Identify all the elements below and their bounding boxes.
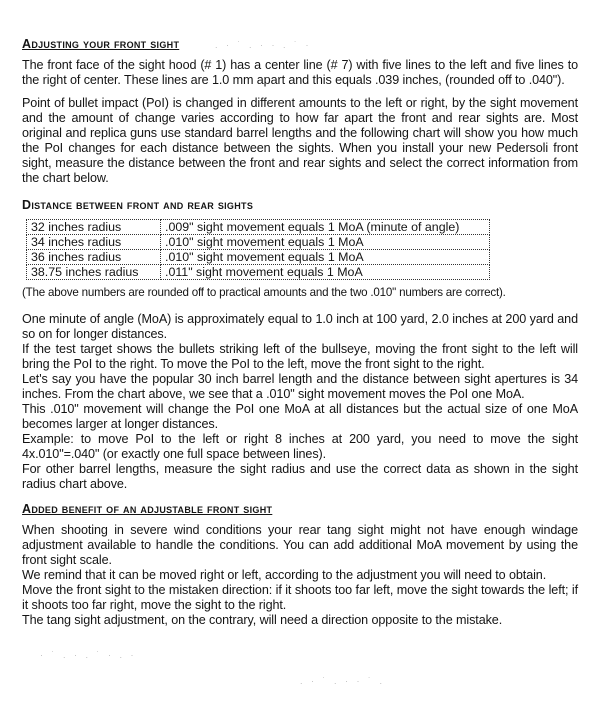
paragraph-tang-sight: The tang sight adjustment, on the contrary, will need a direction opposite to the mistake. (22, 613, 503, 627)
movement-cell: .010" sight movement equals 1 MoA (161, 235, 490, 250)
paragraph-wind-conditions: When shooting in severe wind conditions your rear tang sight might not have enough windage adjustment available to handle the conditions. You can add additional MoA movement by using the front sight scale. (22, 523, 578, 567)
paragraph-remind: We remind that it can be moved right or left, according to the adjustment you will need to obtain. (22, 568, 547, 582)
radius-cell: 38.75 inches radius (27, 265, 161, 280)
paragraph-test-target: If the test target shows the bullets striking left of the bullseye, moving the front sight to the left will bring the PoI to the right. To move the PoI to the left, move the front sight to the right. (22, 342, 578, 371)
table-row (27, 265, 490, 280)
movement-cell: .010" sight movement equals 1 MoA (161, 250, 490, 265)
table-heading: Distance between front and rear sights (22, 198, 254, 212)
paragraph-moa-definition: One minute of angle (MoA) is approximately equal to 1.0 inch at 100 yard, 2.0 inches at 200 yard and so on for longer distances. (22, 312, 578, 341)
paragraph-barrel-example: Let's say you have the popular 30 inch barrel length and the distance between sight apertures is 34 inches. From the chart above, we see that a .010" sight movement moves the PoI one MoA. (22, 372, 578, 401)
scan-noise: . · ˙ . · · ˙ . (300, 676, 385, 686)
sight-radius-table (26, 219, 490, 280)
table-row (27, 250, 490, 265)
section-heading-adjusting: Adjusting your front sight (22, 37, 180, 51)
table-footnote: (The above numbers are rounded off to practical amounts and the two .010" numbers are correct). (22, 286, 506, 299)
paragraph-move-example: Example: to move PoI to the left or right 8 inches at 200 yard, you need to move the sight 4x.010"=.040" (or exactly one full space between lines). (22, 432, 578, 461)
table-row (27, 220, 490, 235)
radius-cell: 32 inches radius (27, 220, 161, 235)
radius-cell: 34 inches radius (27, 235, 161, 250)
paragraph-sight-hood: The front face of the sight hood (# 1) has a center line (# 7) with five lines to the left and five lines to the right of center. These lines are 1.0 mm apart and this equals .039 inches, (rounded off to .040"). (22, 58, 578, 87)
paragraph-other-barrels: For other barrel lengths, measure the sight radius and use the correct data as shown in the sight radius chart above. (22, 462, 578, 491)
movement-cell: .009" sight movement equals 1 MoA (minute of angle) (161, 220, 490, 235)
section-heading-added-benefit: Added benefit of an adjustable front sight (22, 502, 273, 516)
scan-noise: · ˙ . · . ˙ · . · (40, 650, 137, 660)
movement-cell: .011" sight movement equals 1 MoA (161, 265, 490, 280)
scan-noise: . · ˙ . · · . ˙ · (215, 40, 312, 50)
paragraph-moa-distance: This .010" movement will change the PoI one MoA at all distances but the actual size of one MoA becomes larger at longer distances. (22, 402, 578, 431)
paragraph-mistaken-direction: Move the front sight to the mistaken direction: if it shoots too far left, move the sight towards the left; if it shoots too far right, move the sight to the right. (22, 583, 578, 612)
table-row (27, 235, 490, 250)
radius-cell: 36 inches radius (27, 250, 161, 265)
paragraph-point-of-impact: Point of bullet impact (PoI) is changed in different amounts to the left or right, by the sight movement and the amount of change varies according to how far apart the front and rear sights are. Most original and replica guns use standard barrel lengths and the following chart will show you how much the PoI changes for each distance between the sights. When you install your new Pedersoli front sight, measure the distance between the front and rear sights and select the correct information from the chart below. (22, 96, 578, 185)
